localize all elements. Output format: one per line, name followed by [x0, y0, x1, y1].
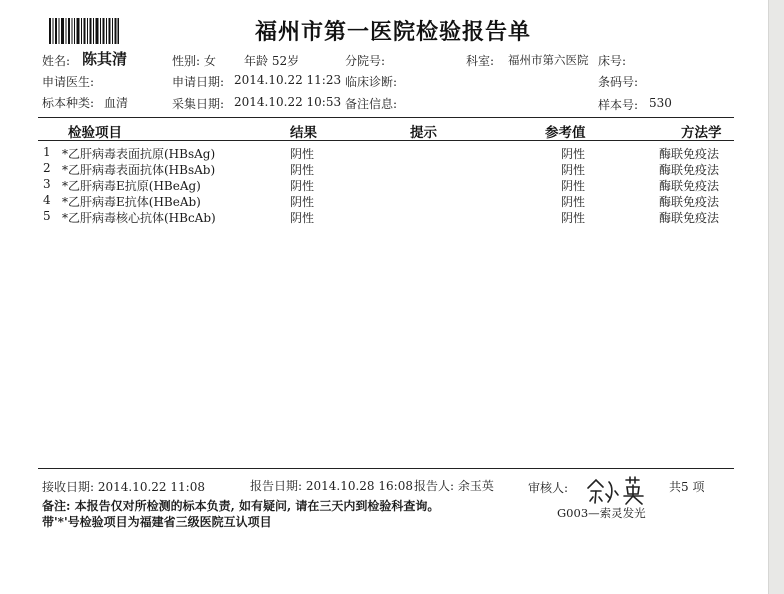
sample-no: 530	[649, 96, 672, 110]
header-top-rule	[38, 117, 734, 118]
patient-gender: 性别: 女	[172, 54, 216, 68]
reporter: 报告人: 余玉英	[414, 479, 494, 493]
table-row	[40, 161, 730, 177]
apply-date-label: 申请日期:	[172, 75, 225, 89]
footer-rule	[38, 468, 734, 469]
receive-date: 接收日期: 2014.10.22 11:08	[42, 480, 205, 494]
sample-no-label: 样本号:	[598, 98, 639, 112]
reviewer-code: G003—索灵发光	[557, 506, 646, 520]
row-result: 阴性	[290, 195, 315, 209]
doctor-label: 申请医生:	[42, 75, 95, 89]
row-reference: 阴性	[561, 179, 586, 193]
table-row	[40, 193, 730, 209]
name-label: 姓名:	[42, 54, 71, 68]
row-reference: 阴性	[561, 163, 586, 177]
row-item: *乙肝病毒E抗原(HBeAg)	[62, 179, 201, 193]
row-number: 4	[43, 193, 51, 207]
row-result: 阴性	[290, 211, 315, 225]
row-method: 酶联免疫法	[659, 211, 720, 225]
row-method: 酶联免疫法	[659, 179, 720, 193]
barcode-label: 条码号:	[598, 75, 639, 89]
scan-edge	[768, 0, 784, 594]
row-result: 阴性	[290, 179, 315, 193]
row-result: 阴性	[290, 163, 315, 177]
table-row	[40, 177, 730, 193]
row-item: *乙肝病毒核心抗体(HBcAb)	[62, 211, 216, 225]
mutual-recognition-note: 带'*'号检验项目为福建省三级医院互认项目	[42, 515, 272, 529]
dept-label: 科室:	[466, 54, 495, 68]
report-title: 福州市第一医院检验报告单	[255, 19, 532, 45]
row-item: *乙肝病毒表面抗原(HBsAg)	[62, 147, 216, 161]
specimen-label: 标本种类:	[42, 96, 95, 110]
remarks-label: 备注信息:	[345, 97, 398, 111]
total-count: 共5 项	[669, 480, 705, 494]
row-reference: 阴性	[561, 147, 586, 161]
row-method: 酶联免疫法	[659, 195, 720, 209]
row-method: 酶联免疫法	[659, 147, 720, 161]
reviewer-label: 审核人:	[528, 481, 569, 495]
header-bottom-rule	[38, 140, 734, 141]
col-result-header: 结果	[290, 125, 317, 141]
collect-date: 2014.10.22 10:53	[234, 95, 342, 109]
col-hint-header: 提示	[410, 125, 437, 141]
row-result: 阴性	[290, 147, 315, 161]
reviewer-signature	[584, 474, 654, 506]
patient-name: 陈其清	[82, 50, 128, 68]
row-number: 1	[43, 145, 51, 159]
collect-date-label: 采集日期:	[172, 97, 225, 111]
col-item-header: 检验项目	[68, 125, 122, 141]
patient-age: 年龄 52岁	[244, 54, 300, 68]
row-reference: 阴性	[561, 195, 586, 209]
col-method-header: 方法学	[681, 125, 722, 141]
row-item: *乙肝病毒E抗体(HBeAb)	[62, 195, 201, 209]
disclaimer-note: 备注: 本报告仅对所检测的标本负责, 如有疑问, 请在三天内到检验科查询。	[42, 499, 440, 513]
table-row	[40, 145, 730, 161]
branch-label: 分院号:	[345, 54, 386, 68]
row-number: 2	[43, 161, 51, 175]
row-item: *乙肝病毒表面抗体(HBsAb)	[62, 163, 216, 177]
dept-value: 福州市第六医院	[508, 53, 589, 67]
row-method: 酶联免疫法	[659, 163, 720, 177]
row-number: 3	[43, 177, 51, 191]
row-reference: 阴性	[561, 211, 586, 225]
row-number: 5	[43, 209, 51, 223]
bed-label: 床号:	[598, 54, 627, 68]
specimen-value: 血清	[104, 96, 129, 110]
col-reference-header: 参考值	[545, 125, 586, 141]
table-row	[40, 209, 730, 225]
diagnosis-label: 临床诊断:	[345, 75, 398, 89]
apply-date: 2014.10.22 11:23	[234, 73, 342, 87]
report-date: 报告日期: 2014.10.28 16:08	[250, 479, 413, 493]
barcode	[49, 18, 119, 44]
